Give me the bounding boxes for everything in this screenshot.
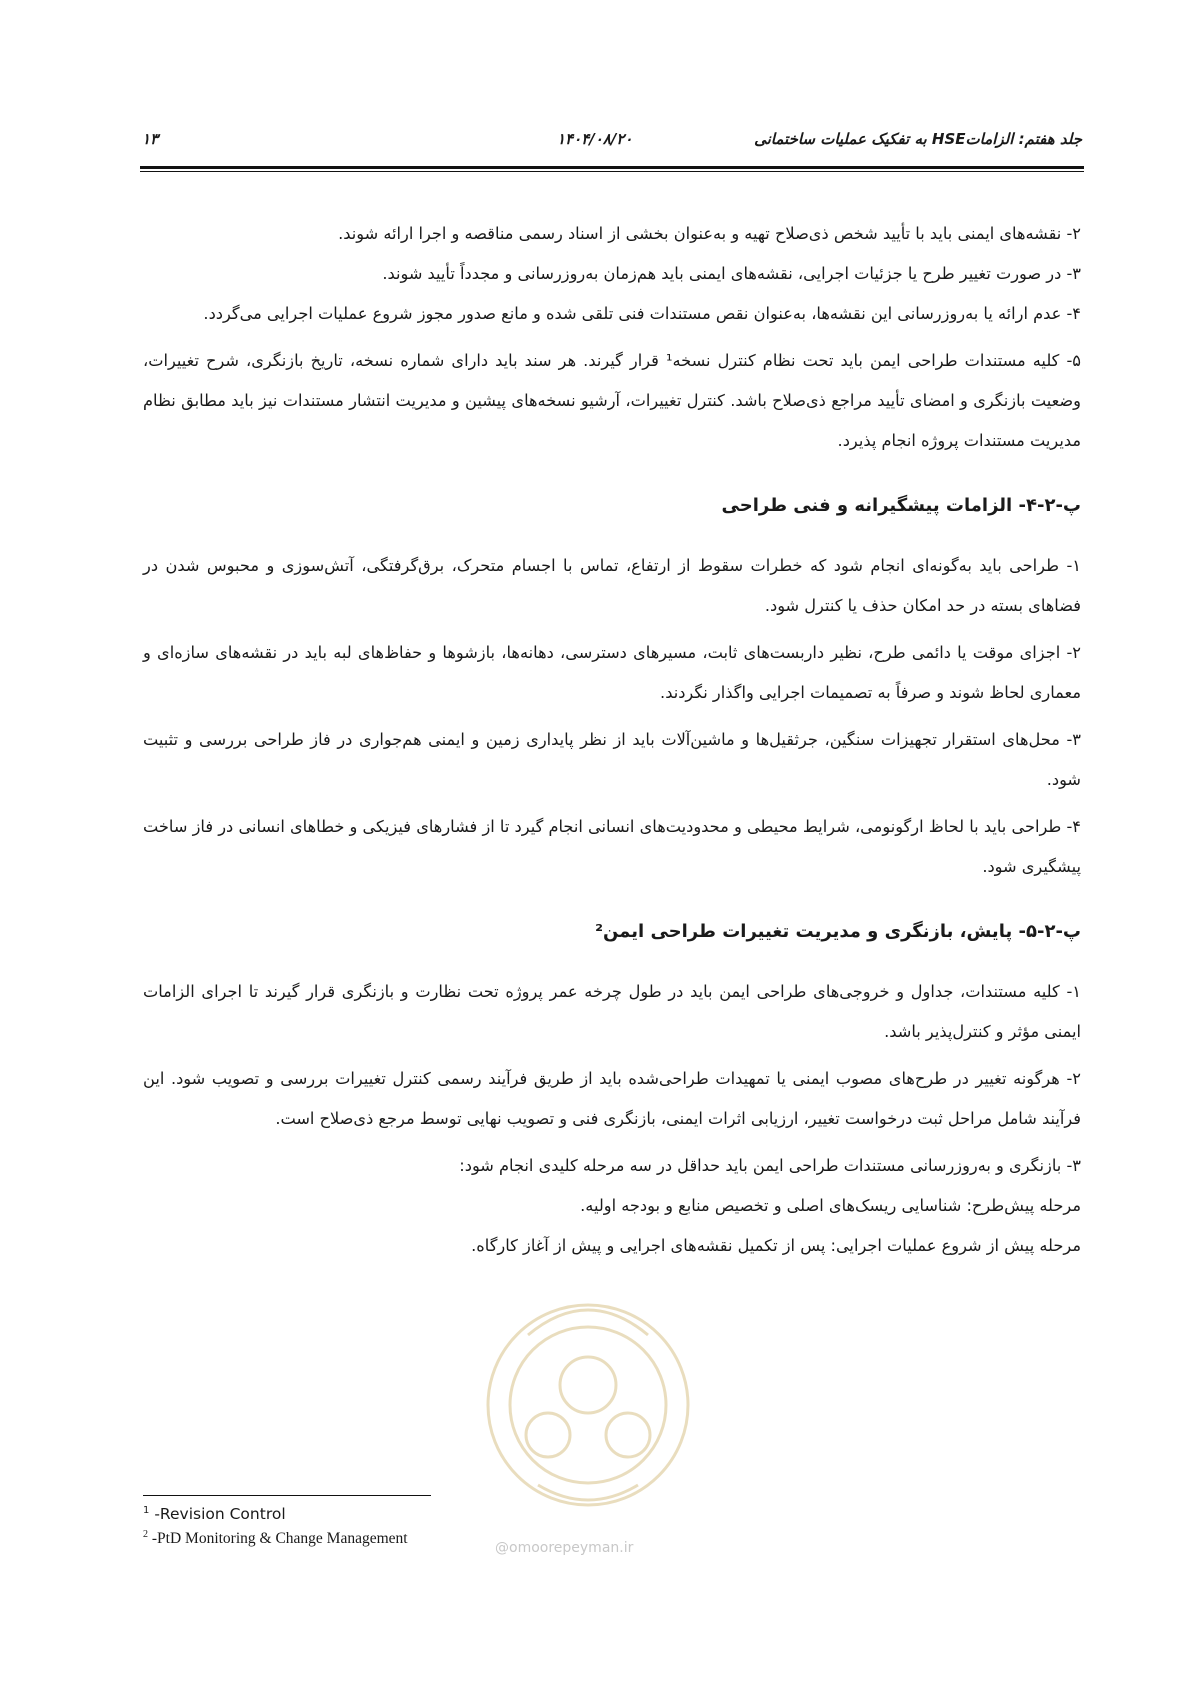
body-text xyxy=(143,214,1081,1273)
page-number: ۱۳ xyxy=(142,130,159,148)
header-date: ۱۴۰۴/۰۸/۲۰ xyxy=(557,130,633,148)
footnote-text: -PtD Monitoring & Change Management xyxy=(151,1530,408,1547)
section-heading: پ-۲-۴- الزامات پیشگیرانه و فنی طراحی xyxy=(721,495,1081,516)
paragraph: ۳- در صورت تغییر طرح یا جزئیات اجرایی، نقشه‌های ایمنی باید هم‌زمان به‌روزرسانی و مجدداً تأیید شوند. xyxy=(382,264,1081,283)
section-heading: پ-۲-۵- پایش، بازنگری و مدیریت تغییرات طراحی ایمن² xyxy=(595,921,1081,942)
paragraph: ۳- محل‌های استقرار تجهیزات سنگین، جرثقیل‌ها و ماشین‌آلات باید از نظر پایداری زمین و ایمنی هم‌جواری در فاز طراحی بررسی و تثبیت شود. xyxy=(143,730,1081,789)
watermark-text: @omoorepeyman.ir xyxy=(495,1540,634,1556)
list-item: مرحله پیش‌طرح: شناسایی ریسک‌های اصلی و تخصیص منابع و بودجه اولیه. xyxy=(580,1196,1081,1215)
paragraph: ۲- اجزای موقت یا دائمی طرح، نظیر داربست‌های ثابت، مسیرهای دسترسی، دهانه‌ها، بازشوها و حفاظ‌های لبه باید در نقشه‌های سازه‌ای و معماری لحاظ شوند و صرفاً به تصمیمات اجرایی واگذار نگردند. xyxy=(143,643,1081,702)
paragraph: ۳- بازنگری و به‌روزرسانی مستندات طراحی ایمن باید حداقل در سه مرحله کلیدی انجام شود: xyxy=(459,1156,1081,1175)
list-item: مرحله پیش از شروع عملیات اجرایی: پس از تکمیل نقشه‌های اجرایی و پیش از آغاز کارگاه. xyxy=(471,1236,1081,1255)
footnote-text: -Revision Control xyxy=(154,1505,286,1523)
footnote-number: 2 xyxy=(143,1528,148,1540)
header-rule-thin xyxy=(140,171,1084,172)
paragraph: ۱- کلیه مستندات، جداول و خروجی‌های طراحی ایمن باید در طول چرخه عمر پروژه تحت نظارت و بازنگری قرار گیرند تا اجرای الزامات ایمنی مؤثر و کنترل‌پذیر باشد. xyxy=(143,982,1081,1041)
footnote xyxy=(143,1530,408,1548)
paragraph: ۴- طراحی باید با لحاظ ارگونومی، شرایط محیطی و محدودیت‌های انسانی انجام گیرد تا از فشارهای فیزیکی و خطاهای انسانی در فاز ساخت پیشگیری شود. xyxy=(143,817,1081,876)
paragraph: ۲- هرگونه تغییر در طرح‌های مصوب ایمنی یا تمهیدات طراحی‌شده باید از طریق فرآیند رسمی کنترل تغییرات بررسی و تصویب شود. این فرآیند شامل مراحل ثبت درخواست تغییر، ارزیابی اثرات ایمنی، بازنگری فنی و تصویب نهایی توسط مرجع ذی‌صلاح است. xyxy=(143,1069,1081,1128)
footnote xyxy=(143,1505,286,1523)
page-header xyxy=(142,130,1082,160)
watermark-seal-icon xyxy=(468,1275,708,1545)
header-title: جلد هفتم: الزاماتHSE به تفکیک عملیات ساختمانی xyxy=(754,130,1082,148)
footnote-number: 1 xyxy=(143,1504,150,1516)
paragraph: ۲- نقشه‌های ایمنی باید با تأیید شخص ذی‌صلاح تهیه و به‌عنوان بخشی از اسناد رسمی مناقصه و اجرا ارائه شوند. xyxy=(338,224,1081,243)
paragraph: ۵- کلیه مستندات طراحی ایمن باید تحت نظام کنترل نسخه¹ قرار گیرند. هر سند باید دارای شماره نسخه، تاریخ بازنگری، شرح تغییرات، وضعیت بازنگری و امضای تأیید مراجع ذی‌صلاح باشد. کنترل تغییرات، آرشیو نسخه‌های پیشین و مدیریت انتشار مستندات نیز باید مطابق نظام مدیریت مستندات پروژه انجام پذیرد. xyxy=(143,351,1081,450)
footnote-rule xyxy=(143,1495,431,1496)
paragraph: ۱- طراحی باید به‌گونه‌ای انجام شود که خطرات سقوط از ارتفاع، تماس با اجسام متحرک، برق‌گرفتگی، آتش‌سوزی و محبوس شدن در فضاهای بسته در حد امکان حذف یا کنترل شود. xyxy=(143,556,1081,615)
paragraph: ۴- عدم ارائه یا به‌روزرسانی این نقشه‌ها، به‌عنوان نقص مستندات فنی تلقی شده و مانع صدور مجوز شروع عملیات اجرایی می‌گردد. xyxy=(203,304,1081,323)
header-rule-thick xyxy=(140,166,1084,169)
